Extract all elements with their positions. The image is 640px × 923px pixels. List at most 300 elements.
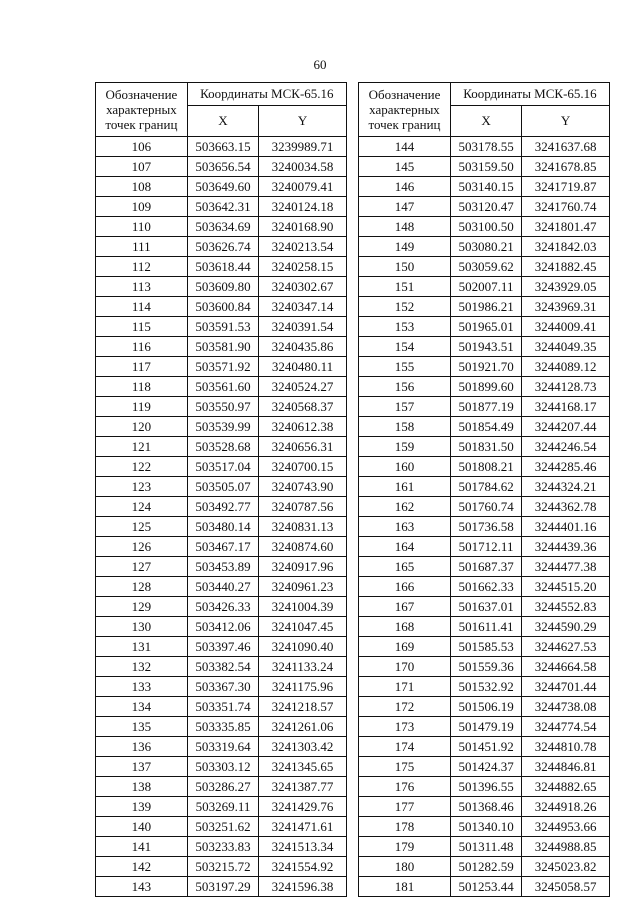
right-coord-y-cell: 3244664.58	[522, 657, 610, 677]
column-separator	[346, 677, 358, 697]
right-coord-y-cell: 3244246.54	[522, 437, 610, 457]
column-separator	[346, 657, 358, 677]
left-coord-y-cell: 3241596.38	[259, 877, 347, 897]
left-point-id-cell: 111	[96, 237, 188, 257]
right-point-id-cell: 176	[359, 777, 451, 797]
right-coord-y-cell: 3244552.83	[522, 597, 610, 617]
table-row	[96, 637, 610, 657]
left-point-id-cell: 129	[96, 597, 188, 617]
right-point-id-cell: 147	[359, 197, 451, 217]
left-point-id-cell: 136	[96, 737, 188, 757]
table-row	[96, 297, 610, 317]
right-coord-x-cell: 501424.37	[450, 757, 521, 777]
right-point-id-cell: 165	[359, 557, 451, 577]
column-separator	[346, 837, 358, 857]
left-point-id-cell: 125	[96, 517, 188, 537]
left-coord-y-cell: 3241047.45	[259, 617, 347, 637]
left-coord-x-cell: 503215.72	[187, 857, 258, 877]
column-separator	[346, 497, 358, 517]
left-coord-y-cell: 3241261.06	[259, 717, 347, 737]
right-point-id-cell: 166	[359, 577, 451, 597]
left-coord-x-cell: 503197.29	[187, 877, 258, 897]
left-coord-x-cell: 503269.11	[187, 797, 258, 817]
header-x-right: X	[450, 106, 521, 137]
right-coord-y-cell: 3245058.57	[522, 877, 610, 897]
right-coord-x-cell: 501368.46	[450, 797, 521, 817]
right-coord-x-cell: 501784.62	[450, 477, 521, 497]
right-point-id-cell: 174	[359, 737, 451, 757]
left-coord-x-cell: 503600.84	[187, 297, 258, 317]
column-separator	[346, 377, 358, 397]
right-coord-y-cell: 3244128.73	[522, 377, 610, 397]
table-row	[96, 577, 610, 597]
right-coord-x-cell: 501479.19	[450, 717, 521, 737]
column-separator	[346, 357, 358, 377]
table-row	[96, 477, 610, 497]
table-row	[96, 857, 610, 877]
column-separator	[346, 237, 358, 257]
column-separator	[346, 157, 358, 177]
table-row	[96, 877, 610, 897]
table-row	[96, 437, 610, 457]
table-row	[96, 757, 610, 777]
column-separator	[346, 557, 358, 577]
left-point-id-cell: 142	[96, 857, 188, 877]
right-coord-x-cell: 501965.01	[450, 317, 521, 337]
right-coord-y-cell: 3244810.78	[522, 737, 610, 757]
right-coord-y-cell: 3244846.81	[522, 757, 610, 777]
table-row	[96, 177, 610, 197]
right-coord-y-cell: 3244324.21	[522, 477, 610, 497]
table-row	[96, 337, 610, 357]
right-point-id-cell: 145	[359, 157, 451, 177]
right-coord-x-cell: 501687.37	[450, 557, 521, 577]
left-coord-x-cell: 503319.64	[187, 737, 258, 757]
left-point-id-cell: 140	[96, 817, 188, 837]
left-coord-x-cell: 503634.69	[187, 217, 258, 237]
table-row	[96, 817, 610, 837]
right-coord-x-cell: 503178.55	[450, 137, 521, 157]
left-coord-x-cell: 503581.90	[187, 337, 258, 357]
right-coord-y-cell: 3244701.44	[522, 677, 610, 697]
right-point-id-cell: 163	[359, 517, 451, 537]
left-point-id-cell: 131	[96, 637, 188, 657]
left-coord-x-cell: 503539.99	[187, 417, 258, 437]
header-x-left: X	[187, 106, 258, 137]
left-point-id-cell: 124	[96, 497, 188, 517]
left-coord-y-cell: 3241554.92	[259, 857, 347, 877]
left-coord-x-cell: 503351.74	[187, 697, 258, 717]
left-coord-y-cell: 3241004.39	[259, 597, 347, 617]
left-coord-y-cell: 3241387.77	[259, 777, 347, 797]
right-coord-x-cell: 501712.11	[450, 537, 521, 557]
right-point-id-cell: 171	[359, 677, 451, 697]
column-separator	[346, 797, 358, 817]
column-separator	[346, 457, 358, 477]
right-coord-x-cell: 501986.21	[450, 297, 521, 317]
left-coord-y-cell: 3240524.27	[259, 377, 347, 397]
right-coord-y-cell: 3244882.65	[522, 777, 610, 797]
table-row	[96, 377, 610, 397]
table-row	[96, 157, 610, 177]
right-coord-x-cell: 501808.21	[450, 457, 521, 477]
left-point-id-cell: 141	[96, 837, 188, 857]
column-separator	[346, 177, 358, 197]
left-coord-y-cell: 3240612.38	[259, 417, 347, 437]
left-coord-x-cell: 503609.80	[187, 277, 258, 297]
right-point-id-cell: 173	[359, 717, 451, 737]
left-coord-x-cell: 503649.60	[187, 177, 258, 197]
table-row	[96, 417, 610, 437]
right-coord-x-cell: 501877.19	[450, 397, 521, 417]
right-coord-x-cell: 501611.41	[450, 617, 521, 637]
right-coord-y-cell: 3244627.53	[522, 637, 610, 657]
table-row	[96, 597, 610, 617]
right-point-id-cell: 181	[359, 877, 451, 897]
table-row	[96, 357, 610, 377]
coordinates-table	[95, 82, 610, 897]
left-coord-y-cell: 3240391.54	[259, 317, 347, 337]
right-coord-y-cell: 3244590.29	[522, 617, 610, 637]
right-coord-y-cell: 3244285.46	[522, 457, 610, 477]
left-coord-y-cell: 3240124.18	[259, 197, 347, 217]
right-coord-x-cell: 501559.36	[450, 657, 521, 677]
right-point-id-cell: 161	[359, 477, 451, 497]
table-row	[96, 497, 610, 517]
right-coord-x-cell: 501396.55	[450, 777, 521, 797]
left-coord-x-cell: 503397.46	[187, 637, 258, 657]
left-coord-x-cell: 503550.97	[187, 397, 258, 417]
column-separator	[346, 337, 358, 357]
left-coord-y-cell: 3240079.41	[259, 177, 347, 197]
right-coord-x-cell: 503159.50	[450, 157, 521, 177]
left-point-id-cell: 119	[96, 397, 188, 417]
left-point-id-cell: 122	[96, 457, 188, 477]
column-separator	[346, 537, 358, 557]
table-row	[96, 217, 610, 237]
right-point-id-cell: 167	[359, 597, 451, 617]
right-coord-y-cell: 3243929.05	[522, 277, 610, 297]
left-coord-x-cell: 503642.31	[187, 197, 258, 217]
left-point-id-cell: 114	[96, 297, 188, 317]
right-coord-y-cell: 3244738.08	[522, 697, 610, 717]
table-row	[96, 537, 610, 557]
right-coord-x-cell: 501921.70	[450, 357, 521, 377]
right-point-id-cell: 149	[359, 237, 451, 257]
page-number: 60	[313, 57, 327, 72]
left-coord-x-cell: 503492.77	[187, 497, 258, 517]
right-coord-y-cell: 3244401.16	[522, 517, 610, 537]
left-coord-y-cell: 3240480.11	[259, 357, 347, 377]
right-coord-x-cell: 501451.92	[450, 737, 521, 757]
left-point-id-cell: 113	[96, 277, 188, 297]
column-separator	[346, 137, 358, 157]
left-coord-y-cell: 3240347.14	[259, 297, 347, 317]
right-point-id-cell: 178	[359, 817, 451, 837]
right-coord-x-cell: 501585.53	[450, 637, 521, 657]
left-coord-y-cell: 3241218.57	[259, 697, 347, 717]
left-point-id-cell: 117	[96, 357, 188, 377]
right-coord-y-cell: 3244168.17	[522, 397, 610, 417]
table-row	[96, 197, 610, 217]
right-point-id-cell: 159	[359, 437, 451, 457]
column-separator	[346, 417, 358, 437]
right-point-id-cell: 168	[359, 617, 451, 637]
left-coord-y-cell: 3241133.24	[259, 657, 347, 677]
right-coord-x-cell: 503100.50	[450, 217, 521, 237]
left-coord-y-cell: 3240787.56	[259, 497, 347, 517]
column-separator	[346, 317, 358, 337]
table-row	[96, 697, 610, 717]
column-separator	[346, 697, 358, 717]
left-coord-x-cell: 503626.74	[187, 237, 258, 257]
left-point-id-cell: 109	[96, 197, 188, 217]
right-point-id-cell: 155	[359, 357, 451, 377]
right-point-id-cell: 172	[359, 697, 451, 717]
table-row	[96, 277, 610, 297]
right-coord-y-cell: 3241760.74	[522, 197, 610, 217]
right-coord-x-cell: 503140.15	[450, 177, 521, 197]
right-coord-y-cell: 3244774.54	[522, 717, 610, 737]
left-coord-y-cell: 3240917.96	[259, 557, 347, 577]
left-coord-x-cell: 503286.27	[187, 777, 258, 797]
left-coord-x-cell: 503303.12	[187, 757, 258, 777]
header-designation-left: Обозначение характерных точек границ	[96, 83, 188, 137]
right-point-id-cell: 158	[359, 417, 451, 437]
left-coord-y-cell: 3240213.54	[259, 237, 347, 257]
left-coord-y-cell: 3240258.15	[259, 257, 347, 277]
right-point-id-cell: 148	[359, 217, 451, 237]
table-row	[96, 797, 610, 817]
right-coord-x-cell: 501340.10	[450, 817, 521, 837]
right-coord-y-cell: 3241842.03	[522, 237, 610, 257]
right-coord-x-cell: 501637.01	[450, 597, 521, 617]
left-coord-x-cell: 503656.54	[187, 157, 258, 177]
right-point-id-cell: 160	[359, 457, 451, 477]
left-point-id-cell: 138	[96, 777, 188, 797]
column-separator	[346, 197, 358, 217]
column-separator	[346, 257, 358, 277]
column-separator	[346, 477, 358, 497]
right-point-id-cell: 180	[359, 857, 451, 877]
column-separator	[346, 217, 358, 237]
left-coord-y-cell: 3239989.71	[259, 137, 347, 157]
column-separator	[346, 777, 358, 797]
table-row	[96, 457, 610, 477]
left-coord-x-cell: 503571.92	[187, 357, 258, 377]
right-point-id-cell: 144	[359, 137, 451, 157]
left-point-id-cell: 128	[96, 577, 188, 597]
right-coord-x-cell: 501760.74	[450, 497, 521, 517]
right-coord-y-cell: 3244953.66	[522, 817, 610, 837]
left-point-id-cell: 120	[96, 417, 188, 437]
left-coord-y-cell: 3241345.65	[259, 757, 347, 777]
right-point-id-cell: 177	[359, 797, 451, 817]
right-coord-x-cell: 503120.47	[450, 197, 521, 217]
left-coord-y-cell: 3240961.23	[259, 577, 347, 597]
header-y-left: Y	[259, 106, 347, 137]
left-point-id-cell: 134	[96, 697, 188, 717]
left-point-id-cell: 112	[96, 257, 188, 277]
left-coord-y-cell: 3240302.67	[259, 277, 347, 297]
left-coord-y-cell: 3240568.37	[259, 397, 347, 417]
column-separator	[346, 277, 358, 297]
left-point-id-cell: 130	[96, 617, 188, 637]
right-point-id-cell: 175	[359, 757, 451, 777]
left-coord-y-cell: 3240034.58	[259, 157, 347, 177]
right-coord-y-cell: 3241678.85	[522, 157, 610, 177]
left-point-id-cell: 143	[96, 877, 188, 897]
table-row	[96, 397, 610, 417]
right-point-id-cell: 179	[359, 837, 451, 857]
left-coord-y-cell: 3240435.86	[259, 337, 347, 357]
right-coord-x-cell: 501831.50	[450, 437, 521, 457]
left-point-id-cell: 116	[96, 337, 188, 357]
left-coord-x-cell: 503618.44	[187, 257, 258, 277]
table-row	[96, 517, 610, 537]
left-coord-x-cell: 503367.30	[187, 677, 258, 697]
left-coord-y-cell: 3240700.15	[259, 457, 347, 477]
column-separator	[346, 817, 358, 837]
right-coord-y-cell: 3244439.36	[522, 537, 610, 557]
left-coord-y-cell: 3240656.31	[259, 437, 347, 457]
right-coord-y-cell: 3244362.78	[522, 497, 610, 517]
left-coord-x-cell: 503426.33	[187, 597, 258, 617]
left-coord-x-cell: 503453.89	[187, 557, 258, 577]
table-row	[96, 717, 610, 737]
table-row	[96, 257, 610, 277]
right-coord-x-cell: 503080.21	[450, 237, 521, 257]
left-coord-x-cell: 503335.85	[187, 717, 258, 737]
right-coord-x-cell: 501854.49	[450, 417, 521, 437]
right-coord-y-cell: 3245023.82	[522, 857, 610, 877]
right-point-id-cell: 146	[359, 177, 451, 197]
left-coord-y-cell: 3241303.42	[259, 737, 347, 757]
column-separator	[346, 437, 358, 457]
right-coord-x-cell: 501662.33	[450, 577, 521, 597]
column-separator	[346, 877, 358, 897]
right-coord-y-cell: 3241801.47	[522, 217, 610, 237]
left-point-id-cell: 108	[96, 177, 188, 197]
right-coord-y-cell: 3243969.31	[522, 297, 610, 317]
left-point-id-cell: 135	[96, 717, 188, 737]
table-row	[96, 657, 610, 677]
header-coords-left: Координаты МСК-65.16	[187, 83, 346, 106]
right-coord-x-cell: 501736.58	[450, 517, 521, 537]
table-row	[96, 617, 610, 637]
header-coords-right: Координаты МСК-65.16	[450, 83, 609, 106]
column-separator	[346, 717, 358, 737]
column-separator	[346, 517, 358, 537]
right-coord-y-cell: 3241637.68	[522, 137, 610, 157]
right-coord-x-cell: 501943.51	[450, 337, 521, 357]
left-point-id-cell: 127	[96, 557, 188, 577]
right-point-id-cell: 170	[359, 657, 451, 677]
right-coord-x-cell: 501311.48	[450, 837, 521, 857]
left-coord-x-cell: 503382.54	[187, 657, 258, 677]
right-coord-x-cell: 501532.92	[450, 677, 521, 697]
left-coord-x-cell: 503517.04	[187, 457, 258, 477]
right-point-id-cell: 153	[359, 317, 451, 337]
left-point-id-cell: 121	[96, 437, 188, 457]
left-point-id-cell: 139	[96, 797, 188, 817]
right-coord-y-cell: 3244089.12	[522, 357, 610, 377]
right-point-id-cell: 156	[359, 377, 451, 397]
table-row	[96, 837, 610, 857]
left-point-id-cell: 123	[96, 477, 188, 497]
left-point-id-cell: 133	[96, 677, 188, 697]
right-coord-y-cell: 3244049.35	[522, 337, 610, 357]
table-body	[96, 137, 610, 897]
right-point-id-cell: 169	[359, 637, 451, 657]
right-coord-y-cell: 3244918.26	[522, 797, 610, 817]
table-row	[96, 677, 610, 697]
right-point-id-cell: 157	[359, 397, 451, 417]
right-coord-y-cell: 3241882.45	[522, 257, 610, 277]
left-coord-x-cell: 503412.06	[187, 617, 258, 637]
table-row	[96, 737, 610, 757]
column-separator	[346, 637, 358, 657]
left-point-id-cell: 106	[96, 137, 188, 157]
column-separator	[346, 397, 358, 417]
header-designation-right: Обозначение характерных точек границ	[359, 83, 451, 137]
right-coord-y-cell: 3241719.87	[522, 177, 610, 197]
right-coord-x-cell: 501253.44	[450, 877, 521, 897]
table-row	[96, 317, 610, 337]
right-point-id-cell: 164	[359, 537, 451, 557]
right-coord-y-cell: 3244515.20	[522, 577, 610, 597]
table-row	[96, 777, 610, 797]
left-point-id-cell: 118	[96, 377, 188, 397]
left-coord-y-cell: 3241429.76	[259, 797, 347, 817]
left-coord-x-cell: 503528.68	[187, 437, 258, 457]
right-coord-x-cell: 503059.62	[450, 257, 521, 277]
coordinates-table-container	[95, 82, 610, 897]
left-point-id-cell: 110	[96, 217, 188, 237]
left-coord-x-cell: 503467.17	[187, 537, 258, 557]
right-coord-x-cell: 501282.59	[450, 857, 521, 877]
left-coord-x-cell: 503561.60	[187, 377, 258, 397]
left-point-id-cell: 126	[96, 537, 188, 557]
left-coord-x-cell: 503663.15	[187, 137, 258, 157]
right-coord-y-cell: 3244988.85	[522, 837, 610, 857]
table-row	[96, 237, 610, 257]
right-coord-y-cell: 3244477.38	[522, 557, 610, 577]
column-separator	[346, 577, 358, 597]
left-coord-x-cell: 503233.83	[187, 837, 258, 857]
column-separator	[346, 857, 358, 877]
left-coord-x-cell: 503591.53	[187, 317, 258, 337]
column-separator	[346, 617, 358, 637]
left-coord-y-cell: 3240743.90	[259, 477, 347, 497]
right-point-id-cell: 162	[359, 497, 451, 517]
left-point-id-cell: 132	[96, 657, 188, 677]
right-coord-y-cell: 3244207.44	[522, 417, 610, 437]
left-coord-y-cell: 3241175.96	[259, 677, 347, 697]
left-coord-x-cell: 503505.07	[187, 477, 258, 497]
left-point-id-cell: 107	[96, 157, 188, 177]
right-point-id-cell: 154	[359, 337, 451, 357]
header-y-right: Y	[522, 106, 610, 137]
left-coord-y-cell: 3240831.13	[259, 517, 347, 537]
left-coord-y-cell: 3241090.40	[259, 637, 347, 657]
left-point-id-cell: 115	[96, 317, 188, 337]
left-coord-y-cell: 3241471.61	[259, 817, 347, 837]
right-point-id-cell: 151	[359, 277, 451, 297]
left-coord-x-cell: 503251.62	[187, 817, 258, 837]
left-coord-x-cell: 503480.14	[187, 517, 258, 537]
left-coord-x-cell: 503440.27	[187, 577, 258, 597]
